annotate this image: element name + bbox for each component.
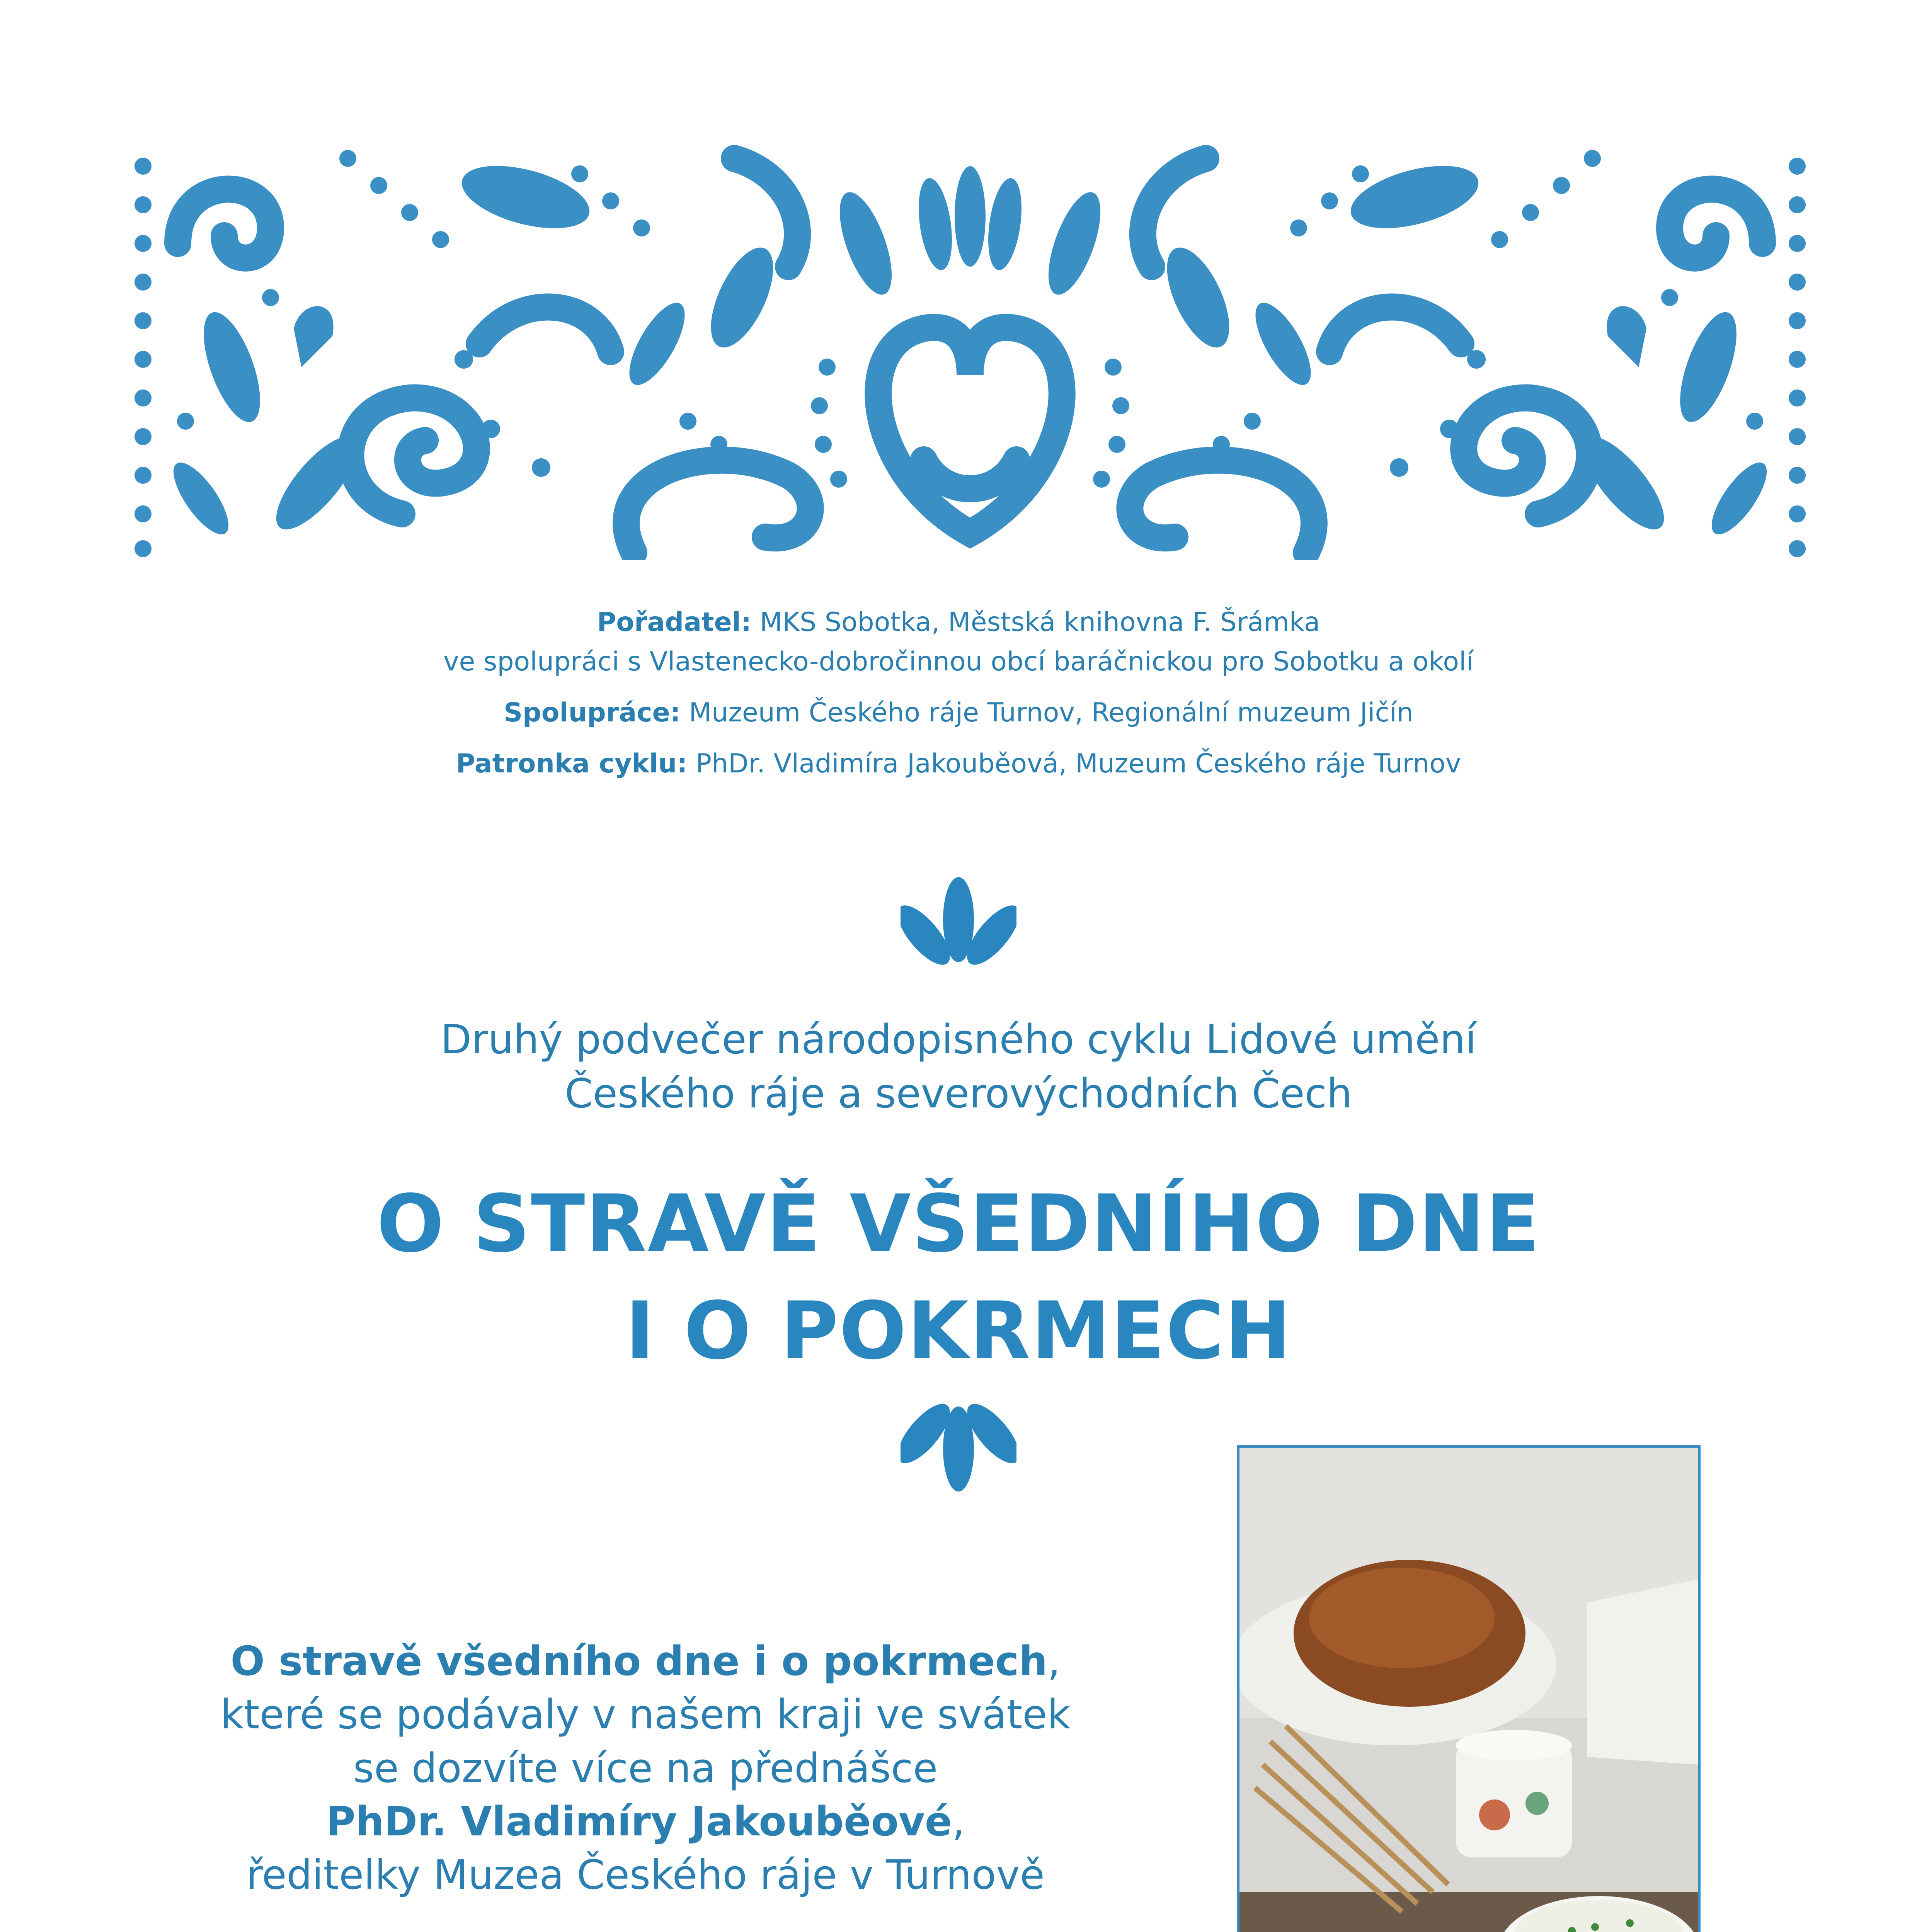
patron-text: PhDr. Vladimíra Jakouběová, Muzeum Českého ráje Turnov (696, 748, 1461, 779)
organizer-line2: ve spolupráci s Vlastenecko-dobročinnou obcí baráčnickou pro Sobotku a okolí (443, 646, 1474, 677)
lecture-description (186, 1634, 1105, 1902)
desc-line4-bold: PhDr. Vladimíry Jakouběové (326, 1798, 952, 1845)
food-photo (1237, 1445, 1701, 1932)
cooperation-line (0, 693, 1917, 733)
organizer-text: MKS Sobotka, Městská knihovna F. Šrámka (759, 607, 1320, 638)
page-title (0, 1171, 1917, 1385)
top-ornament (131, 128, 1809, 560)
cooperation-text: Muzeum Českého ráje Turnov, Regionální muzeum Jičín (689, 697, 1413, 728)
patron-label: Patronka cyklu: (456, 748, 688, 779)
patron-line (0, 744, 1917, 784)
desc-line1-rest: , (1047, 1638, 1061, 1685)
desc-line3: se dozvíte více na přednášce (353, 1744, 938, 1792)
credits-block (0, 603, 1917, 795)
bread-and-food-image (1239, 1448, 1698, 1932)
leaf-divider-bottom (901, 1391, 1016, 1492)
desc-line2: které se podávaly v našem kraji ve svátek (220, 1691, 1071, 1738)
series-subtitle (0, 1012, 1917, 1121)
subtitle-line2: Českého ráje a severovýchodních Čech (565, 1070, 1352, 1117)
desc-line4-rest: , (952, 1798, 965, 1845)
title-line1: O STRAVĚ VŠEDNÍHO DNE (376, 1178, 1541, 1270)
title-line2: I O POKRMECH (625, 1285, 1292, 1377)
leaf-divider-top (901, 877, 1016, 978)
folk-ornament-banner-icon (131, 128, 1809, 560)
desc-line1-bold: O stravě všedního dne i o pokrmech (230, 1638, 1048, 1685)
organizer-line (0, 603, 1917, 682)
organizer-label: Pořadatel: (597, 607, 752, 638)
subtitle-line1: Druhý podvečer národopisného cyklu Lidové umění (440, 1016, 1477, 1063)
desc-line1 (186, 1634, 1105, 1688)
cooperation-label: Spolupráce: (504, 697, 681, 728)
leaf-divider-icon (901, 877, 1016, 978)
leaf-divider-icon (901, 1391, 1016, 1492)
desc-line4 (186, 1795, 1105, 1848)
desc-line5: ředitelky Muzea Českého ráje v Turnově (246, 1851, 1045, 1899)
